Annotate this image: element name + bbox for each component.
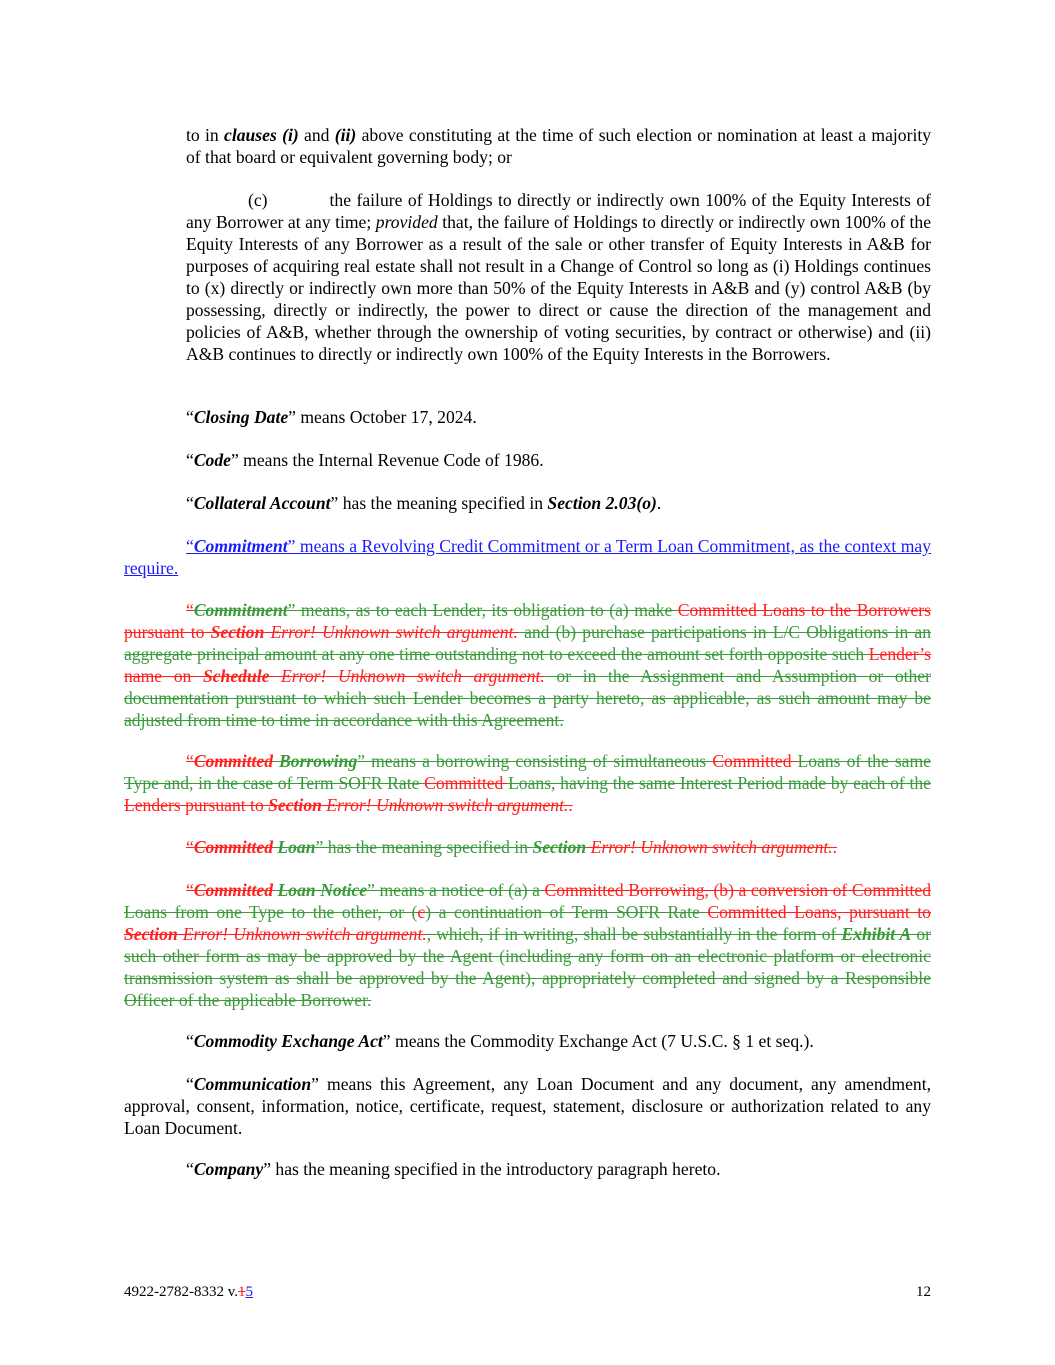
paragraph-c: [186, 189, 931, 365]
quote: “: [186, 1031, 194, 1051]
deleted-text: Loans from one Type to the other, or (: [124, 902, 418, 922]
deleted-text: and (b) purchase participations in L/C Obligations in an aggregate principal amount at any one time outstanding not to exceed the amount set forth opposite such: [124, 622, 932, 664]
deleted-text: ” means a notice of (a) a: [367, 880, 545, 900]
deleted-text: c: [417, 902, 426, 922]
text: to in: [186, 125, 225, 145]
section-reference: Section: [532, 837, 587, 857]
deleted-text: Loans, having the same Interest Period made by each of the: [508, 773, 931, 793]
definition-committed-loan-notice: [124, 879, 931, 1011]
defined-term: Committed: [193, 837, 273, 857]
deleted-text: Lenders pursuant to: [124, 795, 269, 815]
defined-term: Borrowing: [272, 751, 358, 771]
defined-term: Communication: [193, 1074, 312, 1094]
defined-term: Company: [193, 1159, 264, 1179]
definition-commitment-deleted: [124, 599, 931, 731]
text-bold-italic: (ii): [334, 125, 357, 145]
definition-communication: [124, 1073, 931, 1139]
text: above constituting at the time of such election or nomination at least a majority of that board or equivalent governing body; or: [186, 125, 932, 167]
deleted-text: Lender’s name on: [124, 644, 931, 686]
field-error: Error! Unknown switch argument.: [177, 924, 427, 944]
exhibit-reference: Exhibit A: [841, 924, 912, 944]
deleted-text: .: [568, 795, 573, 815]
quote: “: [186, 751, 194, 771]
quote: “: [186, 600, 194, 620]
section-reference: Section: [124, 924, 178, 944]
deleted-text: Committed: [712, 751, 798, 771]
definition-text: ” has the meaning specified in: [330, 493, 548, 513]
defined-term: Closing Date: [193, 407, 289, 427]
definition-commodity-exchange-act: [186, 1030, 931, 1052]
quote: “: [186, 450, 194, 470]
defined-term: Committed: [193, 880, 273, 900]
definition-text: ” means the Internal Revenue Code of 1986.: [230, 450, 544, 470]
quote: “: [186, 837, 194, 857]
quote: “: [186, 880, 194, 900]
text-italic: provided: [375, 212, 438, 232]
definition-committed-loan: [124, 836, 931, 858]
definition-text: ” means October 17, 2024.: [288, 407, 477, 427]
text: the failure of Holdings to directly or indirectly own 100% of the Equity Interests of any Borrower at any time;: [186, 190, 931, 232]
clause-number: (c): [248, 190, 268, 210]
deleted-text: ” means, as to each Lender, its obligation to (a) make: [287, 600, 678, 620]
deleted-text: Committed: [424, 773, 509, 793]
section-reference: Section: [210, 622, 265, 642]
quote: “: [186, 1074, 194, 1094]
deleted-text: ” has the meaning specified in: [315, 837, 533, 857]
text: and: [298, 125, 335, 145]
page-number: 12: [916, 1284, 931, 1300]
defined-term: Commodity Exchange Act: [193, 1031, 383, 1051]
definition-text: ” means a Revolving Credit Commitment or a Term Loan Commitment, as the context may require.: [124, 536, 931, 578]
field-error: Error! Unknown switch argument.: [321, 795, 569, 815]
deleted-text: Committed Loans to the Borrowers pursuant to: [124, 600, 931, 642]
definition-collateral-account: [186, 492, 931, 514]
deleted-text: .: [832, 837, 838, 857]
definition-text: ” means this Agreement, any Loan Document and any document, any amendment, approval, consent, information, notice, certificate, request, statement, disclosure or authorization related to any Loan Document.: [124, 1074, 931, 1138]
deleted-text: ) a continuation of Term SOFR Rate: [425, 902, 708, 922]
schedule-reference: Schedule: [202, 666, 270, 686]
defined-term: Commitment: [193, 536, 288, 556]
inserted-version: 5: [245, 1284, 254, 1300]
document-id: [124, 1281, 253, 1303]
quote: “: [186, 407, 194, 427]
deleted-text: , which, if in writing, shall be substantially in the form of: [426, 924, 842, 944]
definition-commitment-inserted: [124, 535, 931, 579]
deleted-text: Committed Borrowing, (b) a conversion of Committed: [544, 880, 931, 900]
text: .: [656, 493, 662, 513]
field-error: Error! Unknown switch argument.: [269, 666, 545, 686]
deleted-text: or such other form as may be approved by the Agent (including any form on an electronic platform or electronic transmission system as shall be approved by the Agent), appropriately completed and signed by a Responsible Officer of the applicable Borrower.: [124, 924, 931, 1010]
defined-term: Commitment: [193, 600, 288, 620]
text: that, the failure of Holdings to directly or indirectly own 100% of the Equity Interests of any Borrower as a result of the sale or other transfer of Equity Interests in A&B for purposes of acquiring real estate shall not result in a Change of Control so long as (i) Holdings continues to (x) directly or indirectly own more than 50% of the Equity Interests in A&B and (y) control A&B (by possessing, directly or indirectly, the power to direct or cause the direction of the management and policies of A&B, whether through the ownership of voting securities, by contract or otherwise) and (ii) A&B continues to directly or indirectly own 100% of the Equity Interests in the Borrowers.: [186, 212, 932, 364]
deleted-version: 1: [238, 1284, 246, 1300]
paragraph-clauses: [186, 124, 931, 168]
field-error: Error! Unknown switch argument.: [264, 622, 518, 642]
definition-closing-date: [186, 406, 931, 428]
deleted-text: ” means a borrowing consisting of simultaneous: [357, 751, 713, 771]
definition-code: [186, 449, 931, 471]
quote: “: [186, 536, 194, 556]
deleted-text: or in the Assignment and Assumption or other documentation pursuant to which such Lender becomes a party hereto, as applicable, as such amount may be adjusted from time to time in accordance with this Agreement.: [124, 666, 931, 730]
text-bold-italic: clauses (i): [224, 125, 299, 145]
defined-term: Collateral Account: [193, 493, 331, 513]
quote: “: [186, 493, 194, 513]
definition-text: ” means the Commodity Exchange Act (7 U.S.C. § 1 et seq.).: [382, 1031, 814, 1051]
defined-term: Loan: [272, 837, 316, 857]
field-error: Error! Unknown switch argument.: [586, 837, 833, 857]
deleted-text: Committed Loans, pursuant to: [707, 902, 931, 922]
defined-term: Committed: [193, 751, 273, 771]
definition-committed-borrowing: [124, 750, 931, 816]
section-reference: Section 2.03(o): [547, 493, 657, 513]
deleted-text: Loans of the same Type and, in the case of Term SOFR Rate: [124, 751, 931, 793]
doc-id-text: 4922-2782-8332 v.: [124, 1284, 239, 1300]
definition-company: [186, 1158, 931, 1180]
defined-term: Code: [193, 450, 231, 470]
defined-term: Loan Notice: [272, 880, 368, 900]
section-reference: Section: [268, 795, 322, 815]
definition-text: ” has the meaning specified in the introductory paragraph hereto.: [263, 1159, 721, 1179]
quote: “: [186, 1159, 194, 1179]
